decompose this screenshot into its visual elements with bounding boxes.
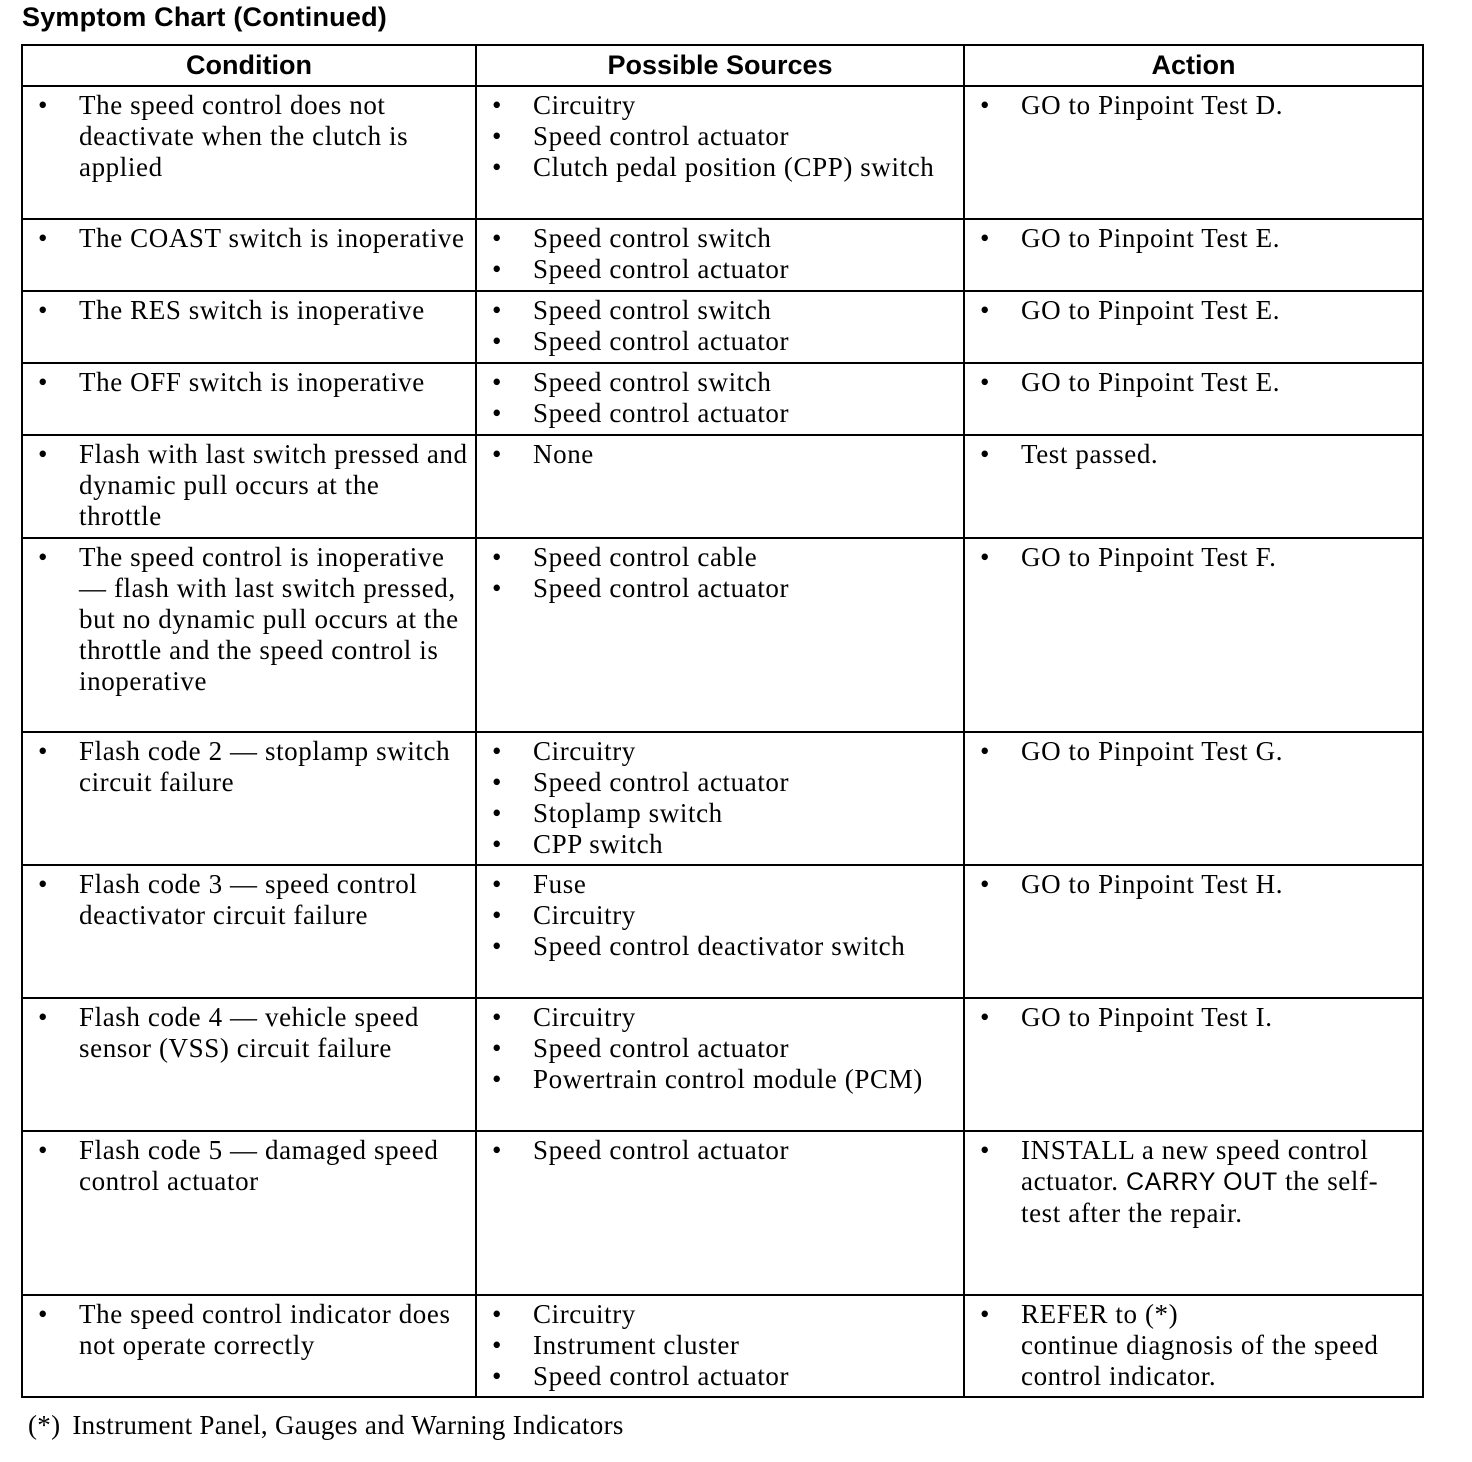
table-row bbox=[22, 998, 1423, 1131]
condition-cell bbox=[22, 538, 476, 732]
condition-item: • The RES switch is inoperative bbox=[36, 295, 469, 326]
action-text: INSTALL a new speed control actuator. bbox=[1021, 1135, 1369, 1196]
action-cell bbox=[964, 86, 1423, 219]
action-cell bbox=[964, 435, 1423, 538]
footnote-text: Instrument Panel, Gauges and Warning Indicators bbox=[72, 1410, 624, 1440]
sources-cell bbox=[476, 86, 964, 219]
sources-cell bbox=[476, 732, 964, 865]
action-cell bbox=[964, 998, 1423, 1131]
column-header-possible-sources: Possible Sources bbox=[476, 45, 964, 86]
footnote bbox=[28, 1410, 624, 1441]
table-row bbox=[22, 865, 1423, 998]
source-item: • Clutch pedal position (CPP) switch bbox=[490, 152, 957, 183]
action-cell bbox=[964, 1295, 1423, 1397]
action-item: • GO to Pinpoint Test I. bbox=[978, 1002, 1416, 1033]
source-item: • Speed control actuator bbox=[490, 121, 957, 152]
condition-cell bbox=[22, 363, 476, 435]
action-emphasis: CARRY OUT bbox=[1125, 1168, 1278, 1196]
source-item: • Speed control actuator bbox=[490, 254, 957, 285]
action-item bbox=[978, 1135, 1416, 1229]
table-row bbox=[22, 219, 1423, 291]
condition-item: • Flash code 4 — vehicle speed sensor (VSS) circuit failure bbox=[36, 1002, 469, 1064]
source-item: • Speed control switch bbox=[490, 367, 957, 398]
condition-cell bbox=[22, 865, 476, 998]
action-item: • Test passed. bbox=[978, 439, 1416, 470]
source-item: • Stoplamp switch bbox=[490, 798, 957, 829]
source-item: • Circuitry bbox=[490, 90, 957, 121]
action-text: the self-test after the repair. bbox=[1021, 1166, 1379, 1228]
action-cell bbox=[964, 865, 1423, 998]
table-row bbox=[22, 1131, 1423, 1295]
sources-cell bbox=[476, 865, 964, 998]
condition-cell bbox=[22, 1295, 476, 1397]
action-cell bbox=[964, 538, 1423, 732]
action-cell bbox=[964, 291, 1423, 363]
source-item: • Speed control switch bbox=[490, 295, 957, 326]
action-cell bbox=[964, 363, 1423, 435]
source-item: • Speed control actuator bbox=[490, 326, 957, 357]
condition-cell bbox=[22, 998, 476, 1131]
condition-item: • The OFF switch is inoperative bbox=[36, 367, 469, 398]
condition-item: • The COAST switch is inoperative bbox=[36, 223, 469, 254]
condition-cell bbox=[22, 291, 476, 363]
condition-cell bbox=[22, 1131, 476, 1295]
action-item: • GO to Pinpoint Test H. bbox=[978, 869, 1416, 900]
action-item: • GO to Pinpoint Test G. bbox=[978, 736, 1416, 767]
source-item: • Powertrain control module (PCM) bbox=[490, 1064, 957, 1095]
condition-item: • Flash with last switch pressed and dynamic pull occurs at the throttle bbox=[36, 439, 469, 532]
source-item: • Speed control actuator bbox=[490, 1361, 957, 1392]
source-item: • Speed control actuator bbox=[490, 1135, 957, 1166]
sources-cell bbox=[476, 1131, 964, 1295]
source-item: • Circuitry bbox=[490, 900, 957, 931]
source-item: • Circuitry bbox=[490, 736, 957, 767]
sources-cell bbox=[476, 998, 964, 1131]
source-item: • Speed control actuator bbox=[490, 398, 957, 429]
source-item: • Circuitry bbox=[490, 1299, 957, 1330]
sources-cell bbox=[476, 1295, 964, 1397]
condition-item: • Flash code 5 — damaged speed control actuator bbox=[36, 1135, 469, 1197]
table-row bbox=[22, 86, 1423, 219]
source-item: • Speed control cable bbox=[490, 542, 957, 573]
action-item: • GO to Pinpoint Test E. bbox=[978, 223, 1416, 254]
condition-cell bbox=[22, 732, 476, 865]
source-item: • Speed control deactivator switch bbox=[490, 931, 957, 962]
action-item: • GO to Pinpoint Test E. bbox=[978, 367, 1416, 398]
sources-cell bbox=[476, 363, 964, 435]
source-item: • Speed control actuator bbox=[490, 767, 957, 798]
action-cell bbox=[964, 732, 1423, 865]
footnote-marker: (*) bbox=[28, 1410, 61, 1440]
table-row bbox=[22, 732, 1423, 865]
source-item: • None bbox=[490, 439, 957, 470]
footnote-reference-link[interactable]: (*) bbox=[1144, 1299, 1179, 1329]
chart-title: Symptom Chart (Continued) bbox=[22, 2, 387, 32]
condition-item: • Flash code 3 — speed control deactivator circuit failure bbox=[36, 869, 469, 931]
symptom-chart-table bbox=[21, 44, 1424, 1398]
condition-item: • Flash code 2 — stoplamp switch circuit failure bbox=[36, 736, 469, 798]
condition-item: • The speed control indicator does not operate correctly bbox=[36, 1299, 469, 1361]
source-item: • Instrument cluster bbox=[490, 1330, 957, 1361]
action-item: • GO to Pinpoint Test F. bbox=[978, 542, 1416, 573]
condition-item: • The speed control is inoperative — flash with last switch pressed, but no dynamic pull occurs at the throttle and the speed control is inoperative bbox=[36, 542, 469, 697]
action-text: REFER to bbox=[1021, 1299, 1138, 1329]
table-row bbox=[22, 538, 1423, 732]
condition-cell bbox=[22, 435, 476, 538]
source-item: • Fuse bbox=[490, 869, 957, 900]
action-item: • GO to Pinpoint Test D. bbox=[978, 90, 1416, 121]
source-item: • Speed control switch bbox=[490, 223, 957, 254]
table-row bbox=[22, 291, 1423, 363]
source-item: • Speed control actuator bbox=[490, 573, 957, 604]
source-item: • Circuitry bbox=[490, 1002, 957, 1033]
source-item: • Speed control actuator bbox=[490, 1033, 957, 1064]
table-row bbox=[22, 1295, 1423, 1397]
column-header-action: Action bbox=[964, 45, 1423, 86]
condition-item: • The speed control does not deactivate when the clutch is applied bbox=[36, 90, 469, 183]
column-header-condition: Condition bbox=[22, 45, 476, 86]
table-row bbox=[22, 363, 1423, 435]
sources-cell bbox=[476, 538, 964, 732]
action-cell bbox=[964, 1131, 1423, 1295]
action-cell bbox=[964, 219, 1423, 291]
action-item bbox=[978, 1299, 1416, 1392]
condition-cell bbox=[22, 86, 476, 219]
sources-cell bbox=[476, 219, 964, 291]
sources-cell bbox=[476, 435, 964, 538]
header-row bbox=[22, 45, 1423, 86]
action-text: continue diagnosis of the speed control indicator. bbox=[1021, 1330, 1379, 1391]
condition-cell bbox=[22, 219, 476, 291]
sources-cell bbox=[476, 291, 964, 363]
source-item: • CPP switch bbox=[490, 829, 957, 860]
action-item: • GO to Pinpoint Test E. bbox=[978, 295, 1416, 326]
table-row bbox=[22, 435, 1423, 538]
